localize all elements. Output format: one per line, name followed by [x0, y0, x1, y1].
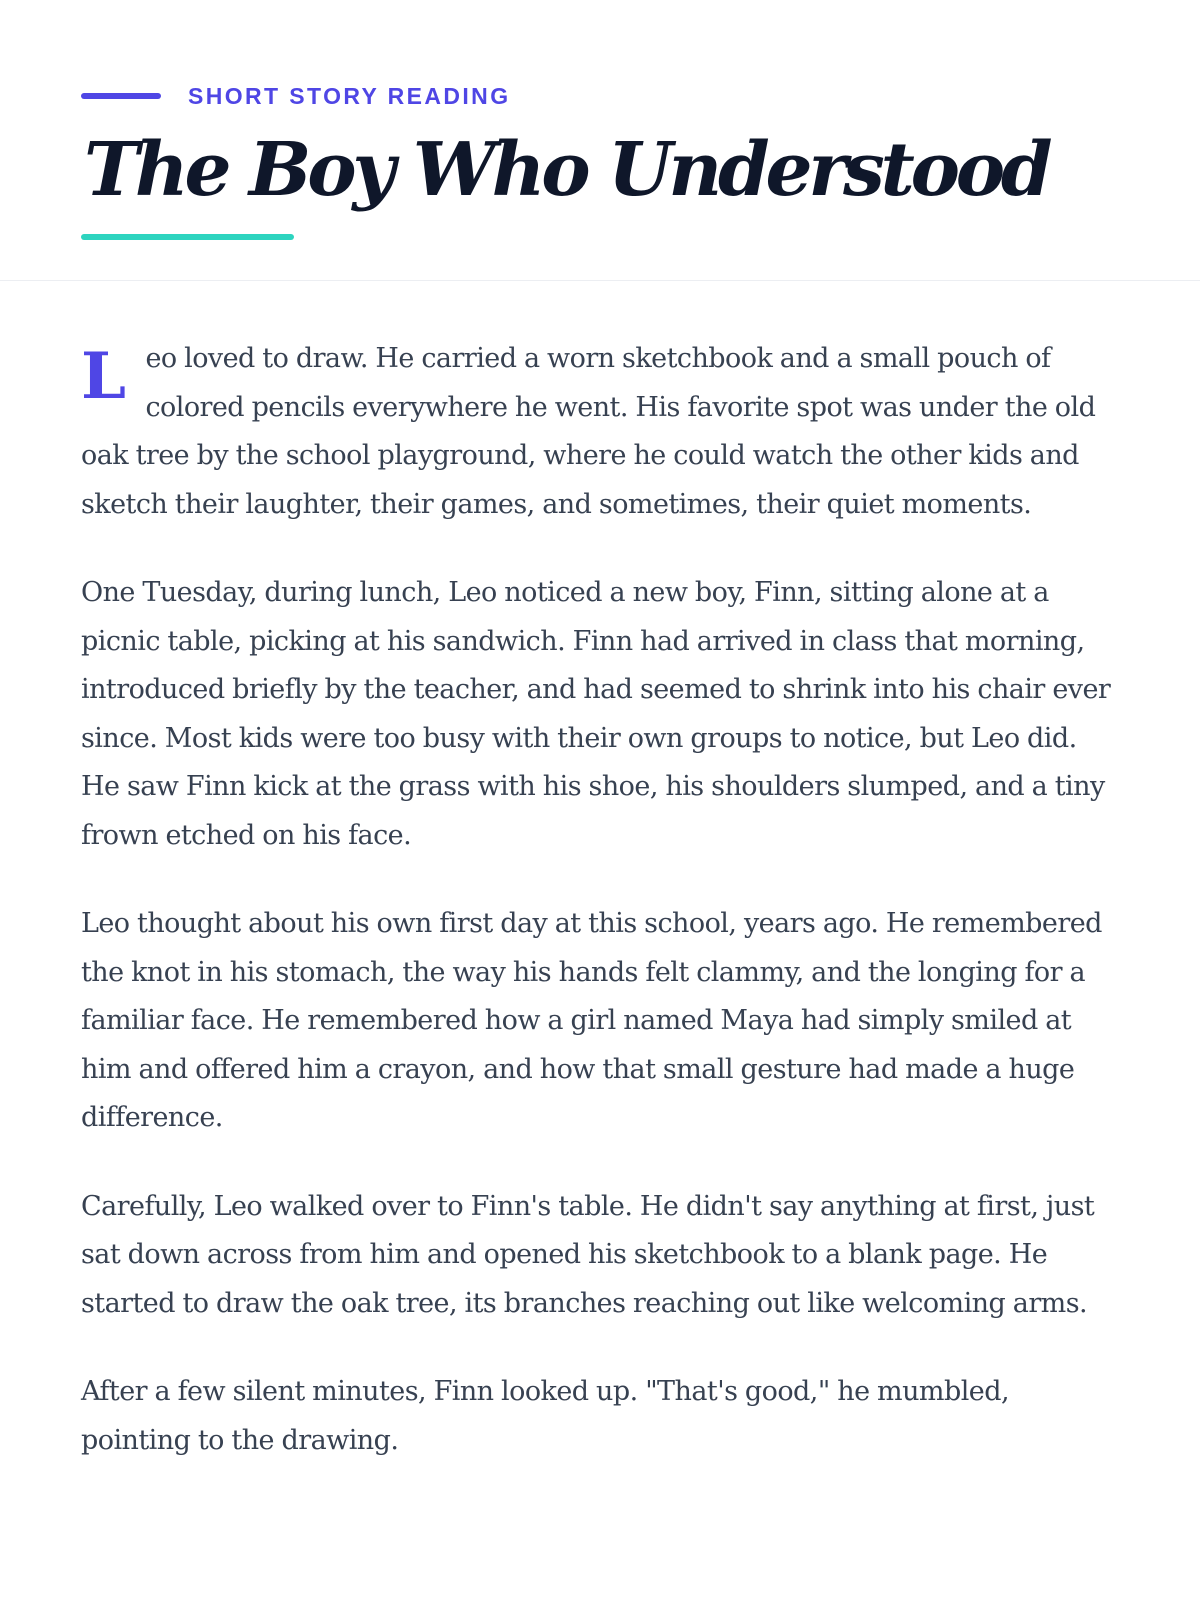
drop-cap: L [81, 339, 126, 414]
eyebrow-accent-bar [81, 93, 161, 99]
story-body [81, 335, 1121, 1505]
story-paragraph-5: After a few silent minutes, Finn looked up. "That's good," he mumbled, pointing to the drawing. [81, 1376, 1009, 1456]
eyebrow-label: SHORT STORY READING [188, 83, 511, 109]
story-paragraph-1 [81, 335, 1121, 529]
eyebrow [81, 82, 511, 110]
story-header [0, 0, 1200, 281]
story-paragraph-1-text: eo loved to draw. He carried a worn sketchbook and a small pouch of colored pencils everywhere he went. His favorite spot was under the old oak tree by the school playground, where he could watch the other kids and sketch their laughter, their games, and sometimes, their quiet moments. [81, 343, 1096, 520]
story-paragraph-3: Leo thought about his own first day at this school, years ago. He remembered the knot in his stomach, the way his hands felt clammy, and the longing for a familiar face. He remembered how a girl named Maya had simply smiled at him and offered him a crayon, and how that small gesture had made a huge difference. [81, 908, 1102, 1133]
story-paragraph-2: One Tuesday, during lunch, Leo noticed a new boy, Finn, sitting alone at a picnic table, picking at his sandwich. Finn had arrived in class that morning, introduced briefly by the teacher, and had seemed to shrink into his chair ever since. Most kids were too busy with their own groups to notice, but Leo did. He saw Finn kick at the grass with his shoe, his shoulders slumped, and a tiny frown etched on his face. [81, 577, 1111, 851]
title-underline [81, 234, 294, 240]
story-paragraph-4: Carefully, Leo walked over to Finn's table. He didn't say anything at first, just sat down across from him and opened his sketchbook to a blank page. He started to draw the oak tree, its branches reaching out like welcoming arms. [81, 1190, 1095, 1319]
page-title: The Boy Who Understood [84, 127, 1049, 213]
